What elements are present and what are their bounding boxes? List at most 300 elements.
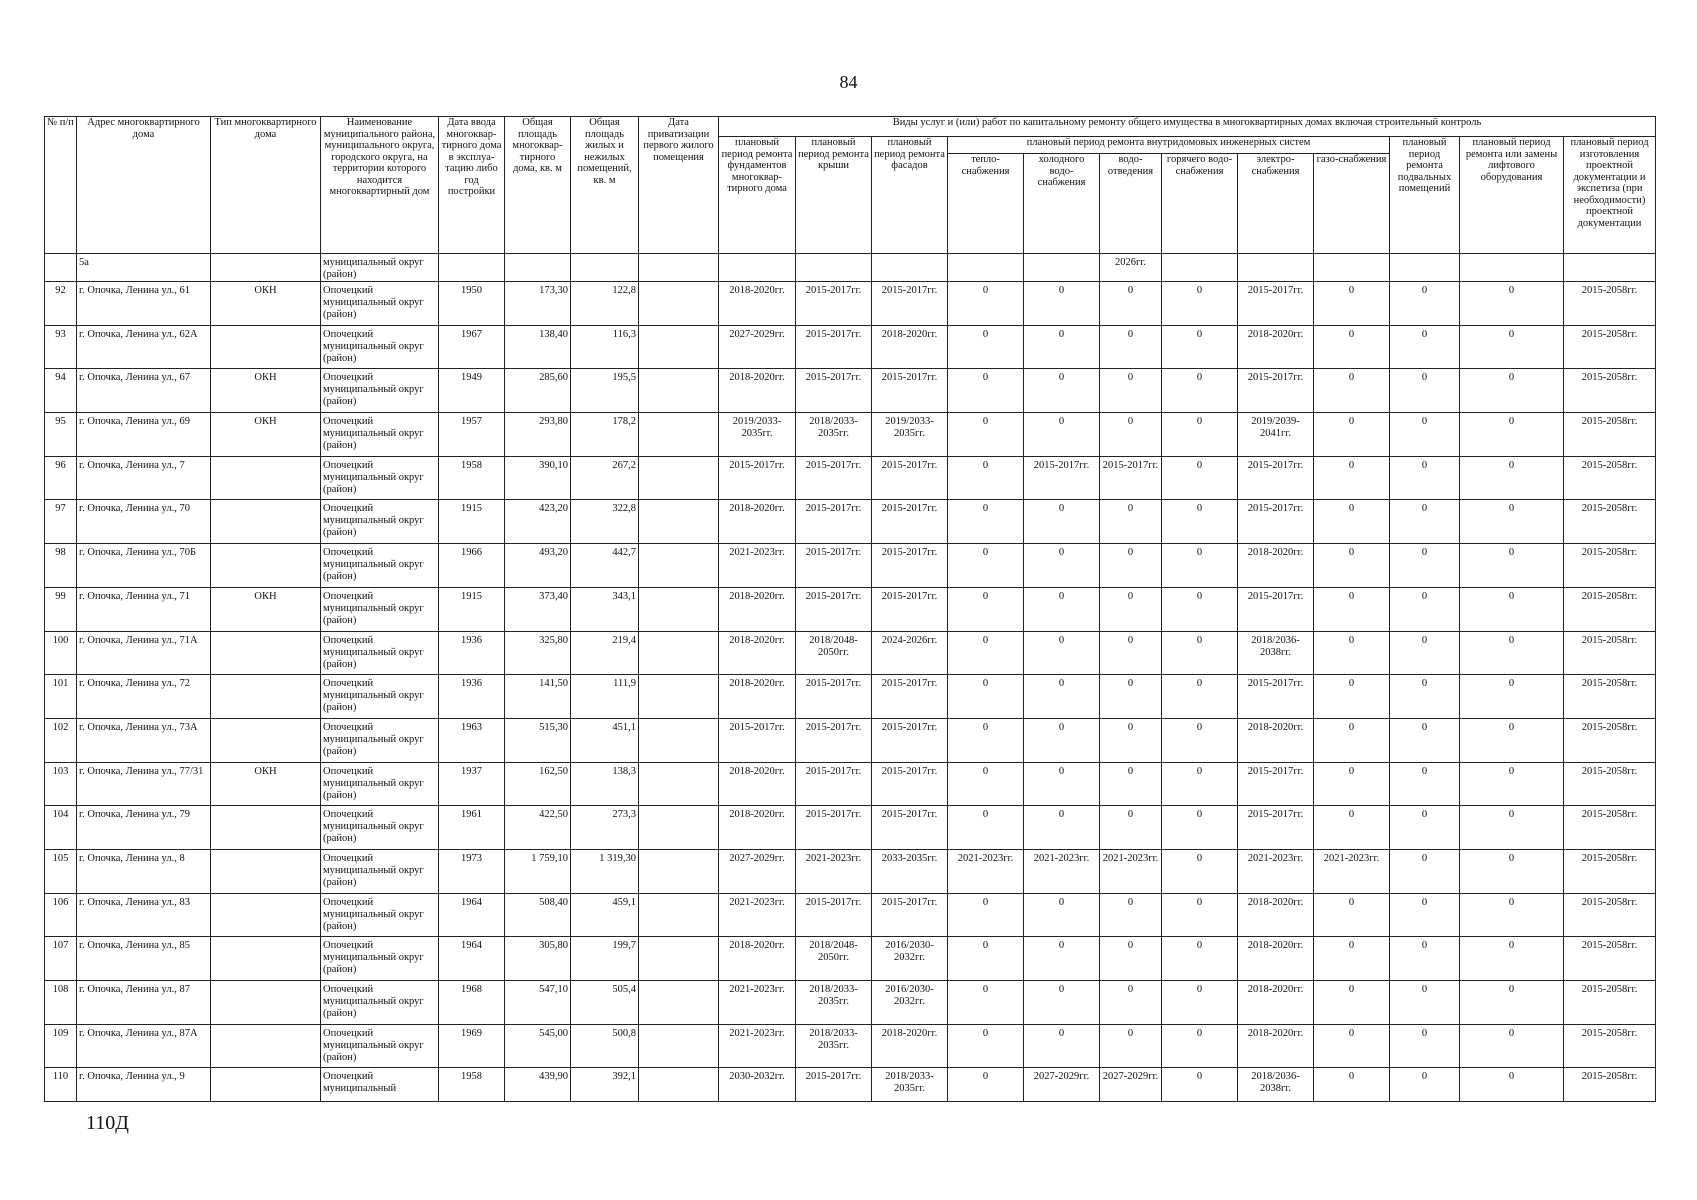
header-foundation: плановый период ремонта фундаментов многоквар-тирного дома [719,137,796,254]
cell-drainage: 2015-2017гг. [1100,456,1162,500]
cell-facade: 2015-2017гг. [872,587,948,631]
cell-municipality: Опочецкий муниципальный округ (район) [321,325,439,369]
cell-cold-water: 2021-2023гг. [1024,849,1100,893]
cell-roof [796,254,872,282]
cell-roof: 2015-2017гг. [796,544,872,588]
cell-electricity: 2015-2017гг. [1238,762,1314,806]
cell-type: ОКН [211,762,321,806]
cell-hot-water: 0 [1162,762,1238,806]
cell-privatization [639,500,719,544]
cell-electricity: 2015-2017гг. [1238,456,1314,500]
cell-year: 1950 [439,282,505,326]
cell-facade: 2015-2017гг. [872,893,948,937]
cell-hot-water [1162,254,1238,282]
cell-cold-water: 0 [1024,587,1100,631]
cell-total-area: 173,30 [505,282,571,326]
cell-electricity: 2018/2036-2038гг. [1238,1068,1314,1102]
cell-living-area: 322,8 [571,500,639,544]
cell-gas: 0 [1314,369,1390,413]
cell-foundation: 2021-2023гг. [719,893,796,937]
cell-living-area: 116,3 [571,325,639,369]
cell-drainage: 0 [1100,282,1162,326]
cell-gas: 0 [1314,456,1390,500]
cell-num: 102 [45,718,77,762]
cell-foundation: 2019/2033-2035гг. [719,413,796,457]
cell-living-area: 219,4 [571,631,639,675]
cell-living-area: 459,1 [571,893,639,937]
cell-year: 1937 [439,762,505,806]
cell-total-area: 305,80 [505,937,571,981]
cell-type [211,849,321,893]
cell-address: г. Опочка, Ленина ул., 83 [77,893,211,937]
cell-privatization [639,806,719,850]
cell-foundation [719,254,796,282]
cell-heat: 0 [948,893,1024,937]
cell-hot-water: 0 [1162,806,1238,850]
cell-elevator: 0 [1460,369,1564,413]
cell-roof: 2015-2017гг. [796,1068,872,1102]
cell-address: г. Опочка, Ленина ул., 71 [77,587,211,631]
cell-address: г. Опочка, Ленина ул., 72 [77,675,211,719]
cell-design: 2015-2058гг. [1564,544,1656,588]
cell-drainage: 2027-2029гг. [1100,1068,1162,1102]
cell-cold-water: 0 [1024,500,1100,544]
cell-design: 2015-2058гг. [1564,893,1656,937]
capital-repair-table [44,116,1656,1102]
cell-electricity: 2018-2020гг. [1238,718,1314,762]
cell-municipality: Опочецкий муниципальный округ (район) [321,587,439,631]
cell-facade: 2018-2020гг. [872,325,948,369]
cell-privatization [639,893,719,937]
table-row [45,1024,1656,1068]
cell-basement: 0 [1390,1068,1460,1102]
cell-heat: 0 [948,631,1024,675]
cell-foundation: 2018-2020гг. [719,282,796,326]
header-num: № п/п [45,117,77,254]
cell-living-area: 505,4 [571,981,639,1025]
table-row [45,369,1656,413]
cell-living-area: 343,1 [571,587,639,631]
cell-gas: 0 [1314,1068,1390,1102]
cell-living-area: 122,8 [571,282,639,326]
cell-cold-water: 0 [1024,893,1100,937]
cell-living-area: 500,8 [571,1024,639,1068]
cell-heat: 0 [948,806,1024,850]
cell-cold-water: 2027-2029гг. [1024,1068,1100,1102]
cell-foundation: 2027-2029гг. [719,325,796,369]
cell-cold-water: 0 [1024,1024,1100,1068]
cell-facade: 2018-2020гг. [872,1024,948,1068]
table-row [45,981,1656,1025]
cell-roof: 2018/2033-2035гг. [796,413,872,457]
cell-foundation: 2015-2017гг. [719,718,796,762]
table-row [45,500,1656,544]
cell-cold-water: 0 [1024,718,1100,762]
table-row [45,282,1656,326]
cell-address: г. Опочка, Ленина ул., 69 [77,413,211,457]
cell-type [211,500,321,544]
cell-foundation: 2018-2020гг. [719,806,796,850]
cell-electricity: 2018-2020гг. [1238,325,1314,369]
cell-type [211,325,321,369]
cell-design: 2015-2058гг. [1564,631,1656,675]
cell-cold-water: 0 [1024,369,1100,413]
cell-drainage: 0 [1100,675,1162,719]
header-total-area: Общая площадь многоквар-тирного дома, кв. м [505,117,571,254]
cell-privatization [639,849,719,893]
cell-basement: 0 [1390,544,1460,588]
cell-foundation: 2018-2020гг. [719,587,796,631]
cell-roof: 2015-2017гг. [796,587,872,631]
cell-basement: 0 [1390,675,1460,719]
cell-hot-water: 0 [1162,325,1238,369]
cell-design: 2015-2058гг. [1564,587,1656,631]
cell-privatization [639,325,719,369]
cell-gas: 0 [1314,806,1390,850]
cell-cold-water: 0 [1024,937,1100,981]
cell-hot-water: 0 [1162,937,1238,981]
cell-municipality: Опочецкий муниципальный округ (район) [321,413,439,457]
cell-roof: 2018/2048-2050гг. [796,631,872,675]
cell-living-area: 195,5 [571,369,639,413]
cell-municipality: Опочецкий муниципальный округ (район) [321,718,439,762]
cell-type [211,981,321,1025]
header-cold-water: холодного водо-снабжения [1024,154,1100,254]
cell-drainage: 0 [1100,413,1162,457]
header-facade: плановый период ремонта фасадов [872,137,948,254]
cell-num: 96 [45,456,77,500]
cell-elevator: 0 [1460,893,1564,937]
cell-hot-water: 0 [1162,456,1238,500]
cell-living-area: 273,3 [571,806,639,850]
cell-facade: 2018/2033-2035гг. [872,1068,948,1102]
cell-design: 2015-2058гг. [1564,981,1656,1025]
cell-basement: 0 [1390,587,1460,631]
header-drainage: водо-отведения [1100,154,1162,254]
cell-privatization [639,1024,719,1068]
table-header [45,117,1656,254]
cell-municipality: Опочецкий муниципальный округ (район) [321,369,439,413]
cell-gas: 0 [1314,500,1390,544]
cell-elevator: 0 [1460,762,1564,806]
cell-roof: 2015-2017гг. [796,456,872,500]
cell-facade: 2015-2017гг. [872,500,948,544]
cell-year: 1969 [439,1024,505,1068]
cell-total-area: 390,10 [505,456,571,500]
cell-year [439,254,505,282]
header-basement: плановый период ремонта подвальных помещений [1390,137,1460,254]
cell-privatization [639,456,719,500]
cell-address: г. Опочка, Ленина ул., 71А [77,631,211,675]
cell-roof: 2015-2017гг. [796,369,872,413]
table-row [45,849,1656,893]
cell-type [211,806,321,850]
cell-year: 1967 [439,325,505,369]
footer-code: 110Д [86,1112,129,1134]
cell-total-area: 162,50 [505,762,571,806]
cell-total-area: 1 759,10 [505,849,571,893]
cell-design: 2015-2058гг. [1564,718,1656,762]
cell-hot-water: 0 [1162,981,1238,1025]
cell-elevator: 0 [1460,937,1564,981]
cell-heat: 0 [948,500,1024,544]
cell-elevator: 0 [1460,718,1564,762]
page-number: 84 [839,72,858,92]
cell-municipality: Опочецкий муниципальный округ (район) [321,762,439,806]
cell-roof: 2015-2017гг. [796,762,872,806]
cell-elevator: 0 [1460,631,1564,675]
cell-electricity: 2015-2017гг. [1238,675,1314,719]
cell-cold-water: 0 [1024,413,1100,457]
cell-facade: 2015-2017гг. [872,675,948,719]
cell-privatization [639,1068,719,1102]
cell-heat: 0 [948,282,1024,326]
cell-roof: 2015-2017гг. [796,500,872,544]
table-row [45,893,1656,937]
table-row [45,456,1656,500]
cell-municipality: Опочецкий муниципальный округ (район) [321,1024,439,1068]
cell-elevator: 0 [1460,325,1564,369]
cell-address: г. Опочка, Ленина ул., 61 [77,282,211,326]
cell-basement: 0 [1390,762,1460,806]
cell-electricity: 2018-2020гг. [1238,1024,1314,1068]
cell-drainage: 0 [1100,762,1162,806]
cell-address: г. Опочка, Ленина ул., 70Б [77,544,211,588]
table-row [45,631,1656,675]
cell-privatization [639,675,719,719]
cell-design: 2015-2058гг. [1564,762,1656,806]
cell-gas: 0 [1314,325,1390,369]
cell-year: 1966 [439,544,505,588]
cell-municipality: Опочецкий муниципальный округ (район) [321,937,439,981]
cell-electricity: 2018-2020гг. [1238,544,1314,588]
header-commission-date: Дата ввода многоквар-тирного дома в эксплуа-тацию либо год постройки [439,117,505,254]
cell-cold-water: 0 [1024,806,1100,850]
cell-cold-water: 0 [1024,981,1100,1025]
cell-heat: 0 [948,675,1024,719]
cell-design: 2015-2058гг. [1564,806,1656,850]
cell-privatization [639,544,719,588]
cell-year: 1964 [439,893,505,937]
cell-heat: 0 [948,369,1024,413]
cell-total-area: 508,40 [505,893,571,937]
cell-cold-water: 2015-2017гг. [1024,456,1100,500]
cell-privatization [639,718,719,762]
cell-municipality: Опочецкий муниципальный округ (район) [321,675,439,719]
cell-basement: 0 [1390,806,1460,850]
cell-total-area: 293,80 [505,413,571,457]
cell-gas: 0 [1314,544,1390,588]
cell-address: г. Опочка, Ленина ул., 79 [77,806,211,850]
cell-living-area: 267,2 [571,456,639,500]
cell-living-area: 451,1 [571,718,639,762]
cell-num: 95 [45,413,77,457]
cell-type: ОКН [211,413,321,457]
cell-privatization [639,282,719,326]
table-body [45,254,1656,1102]
cell-basement: 0 [1390,631,1460,675]
cell-municipality: Опочецкий муниципальный округ (район) [321,456,439,500]
cell-year: 1968 [439,981,505,1025]
cell-heat: 0 [948,325,1024,369]
cell-gas: 0 [1314,893,1390,937]
cell-heat: 0 [948,456,1024,500]
header-type: Тип многоквартирного дома [211,117,321,254]
cell-facade: 2015-2017гг. [872,806,948,850]
cell-address: г. Опочка, Ленина ул., 87А [77,1024,211,1068]
cell-elevator: 0 [1460,849,1564,893]
cell-drainage: 0 [1100,631,1162,675]
cell-drainage: 0 [1100,369,1162,413]
cell-hot-water: 0 [1162,1024,1238,1068]
cell-design: 2015-2058гг. [1564,1068,1656,1102]
cell-facade: 2015-2017гг. [872,544,948,588]
cell-gas: 0 [1314,282,1390,326]
cell-privatization [639,937,719,981]
cell-num: 109 [45,1024,77,1068]
cell-type [211,254,321,282]
table-row [45,806,1656,850]
cell-total-area: 141,50 [505,675,571,719]
cell-year: 1957 [439,413,505,457]
cell-facade: 2015-2017гг. [872,718,948,762]
cell-facade: 2015-2017гг. [872,282,948,326]
cell-year: 1958 [439,1068,505,1102]
cell-gas: 0 [1314,981,1390,1025]
cell-year: 1973 [439,849,505,893]
cell-electricity [1238,254,1314,282]
cell-design: 2015-2058гг. [1564,456,1656,500]
cell-privatization [639,981,719,1025]
cell-municipality: Опочецкий муниципальный [321,1068,439,1102]
cell-municipality: Опочецкий муниципальный округ (район) [321,631,439,675]
cell-cold-water: 0 [1024,282,1100,326]
cell-type [211,675,321,719]
cell-num: 110 [45,1068,77,1102]
header-engineering-group: плановый период ремонта внутридомовых инженерных систем [948,137,1390,154]
cell-year: 1964 [439,937,505,981]
cell-gas: 0 [1314,631,1390,675]
cell-municipality: Опочецкий муниципальный округ (район) [321,282,439,326]
cell-total-area: 325,80 [505,631,571,675]
cell-foundation: 2015-2017гг. [719,456,796,500]
cell-num: 92 [45,282,77,326]
cell-elevator: 0 [1460,544,1564,588]
cell-hot-water: 0 [1162,718,1238,762]
cell-foundation: 2027-2029гг. [719,849,796,893]
cell-elevator [1460,254,1564,282]
cell-facade: 2024-2026гг. [872,631,948,675]
cell-basement [1390,254,1460,282]
header-hot-water: горячего водо-снабжения [1162,154,1238,254]
cell-basement: 0 [1390,500,1460,544]
cell-address: г. Опочка, Ленина ул., 70 [77,500,211,544]
header-address: Адрес многоквартирного дома [77,117,211,254]
cell-privatization [639,413,719,457]
cell-type: ОКН [211,587,321,631]
cell-hot-water: 0 [1162,631,1238,675]
cell-drainage: 0 [1100,937,1162,981]
cell-roof: 2015-2017гг. [796,893,872,937]
header-heat: тепло-снабжения [948,154,1024,254]
cell-heat: 0 [948,413,1024,457]
cell-cold-water: 0 [1024,675,1100,719]
cell-basement: 0 [1390,369,1460,413]
cell-living-area: 442,7 [571,544,639,588]
cell-total-area: 285,60 [505,369,571,413]
header-living-area: Общая площадь жилых и нежилых помещений, кв. м [571,117,639,254]
cell-hot-water: 0 [1162,849,1238,893]
cell-address: г. Опочка, Ленина ул., 77/31 [77,762,211,806]
cell-total-area: 373,40 [505,587,571,631]
cell-elevator: 0 [1460,1068,1564,1102]
cell-municipality: Опочецкий муниципальный округ (район) [321,981,439,1025]
cell-design [1564,254,1656,282]
cell-electricity: 2018-2020гг. [1238,893,1314,937]
cell-hot-water: 0 [1162,413,1238,457]
cell-living-area: 111,9 [571,675,639,719]
cell-foundation: 2021-2023гг. [719,544,796,588]
cell-heat: 0 [948,544,1024,588]
cell-address: г. Опочка, Ленина ул., 73А [77,718,211,762]
cell-basement: 0 [1390,282,1460,326]
cell-municipality: Опочецкий муниципальный округ (район) [321,849,439,893]
cell-type [211,544,321,588]
cell-num: 94 [45,369,77,413]
cell-drainage: 0 [1100,893,1162,937]
cell-heat: 0 [948,937,1024,981]
cell-basement: 0 [1390,1024,1460,1068]
cell-facade: 2016/2030-2032гг. [872,981,948,1025]
cell-drainage: 2021-2023гг. [1100,849,1162,893]
cell-total-area: 545,00 [505,1024,571,1068]
cell-design: 2015-2058гг. [1564,849,1656,893]
cell-municipality: Опочецкий муниципальный округ (район) [321,544,439,588]
cell-facade: 2015-2017гг. [872,762,948,806]
cell-living-area: 392,1 [571,1068,639,1102]
cell-electricity: 2018/2036-2038гг. [1238,631,1314,675]
cell-num: 107 [45,937,77,981]
cell-year: 1961 [439,806,505,850]
cell-gas: 0 [1314,718,1390,762]
cell-hot-water: 0 [1162,893,1238,937]
cell-type [211,1068,321,1102]
cell-foundation: 2018-2020гг. [719,369,796,413]
cell-roof: 2015-2017гг. [796,282,872,326]
cell-gas: 0 [1314,937,1390,981]
cell-address: г. Опочка, Ленина ул., 85 [77,937,211,981]
cell-cold-water: 0 [1024,762,1100,806]
cell-roof: 2018/2033-2035гг. [796,1024,872,1068]
table-row [45,325,1656,369]
header-design-docs: плановый период изготовления проектной документации и экспетиза (при необходимости) проектной документации [1564,137,1656,254]
cell-municipality: Опочецкий муниципальный округ (район) [321,500,439,544]
cell-roof: 2021-2023гг. [796,849,872,893]
cell-gas: 0 [1314,1024,1390,1068]
cell-foundation: 2021-2023гг. [719,981,796,1025]
cell-drainage: 0 [1100,325,1162,369]
cell-drainage: 2026гг. [1100,254,1162,282]
cell-type [211,893,321,937]
cell-facade: 2033-2035гг. [872,849,948,893]
cell-year: 1936 [439,675,505,719]
cell-address: г. Опочка, Ленина ул., 67 [77,369,211,413]
cell-type [211,718,321,762]
cell-hot-water: 0 [1162,587,1238,631]
cell-gas [1314,254,1390,282]
cell-gas: 0 [1314,675,1390,719]
cell-facade [872,254,948,282]
